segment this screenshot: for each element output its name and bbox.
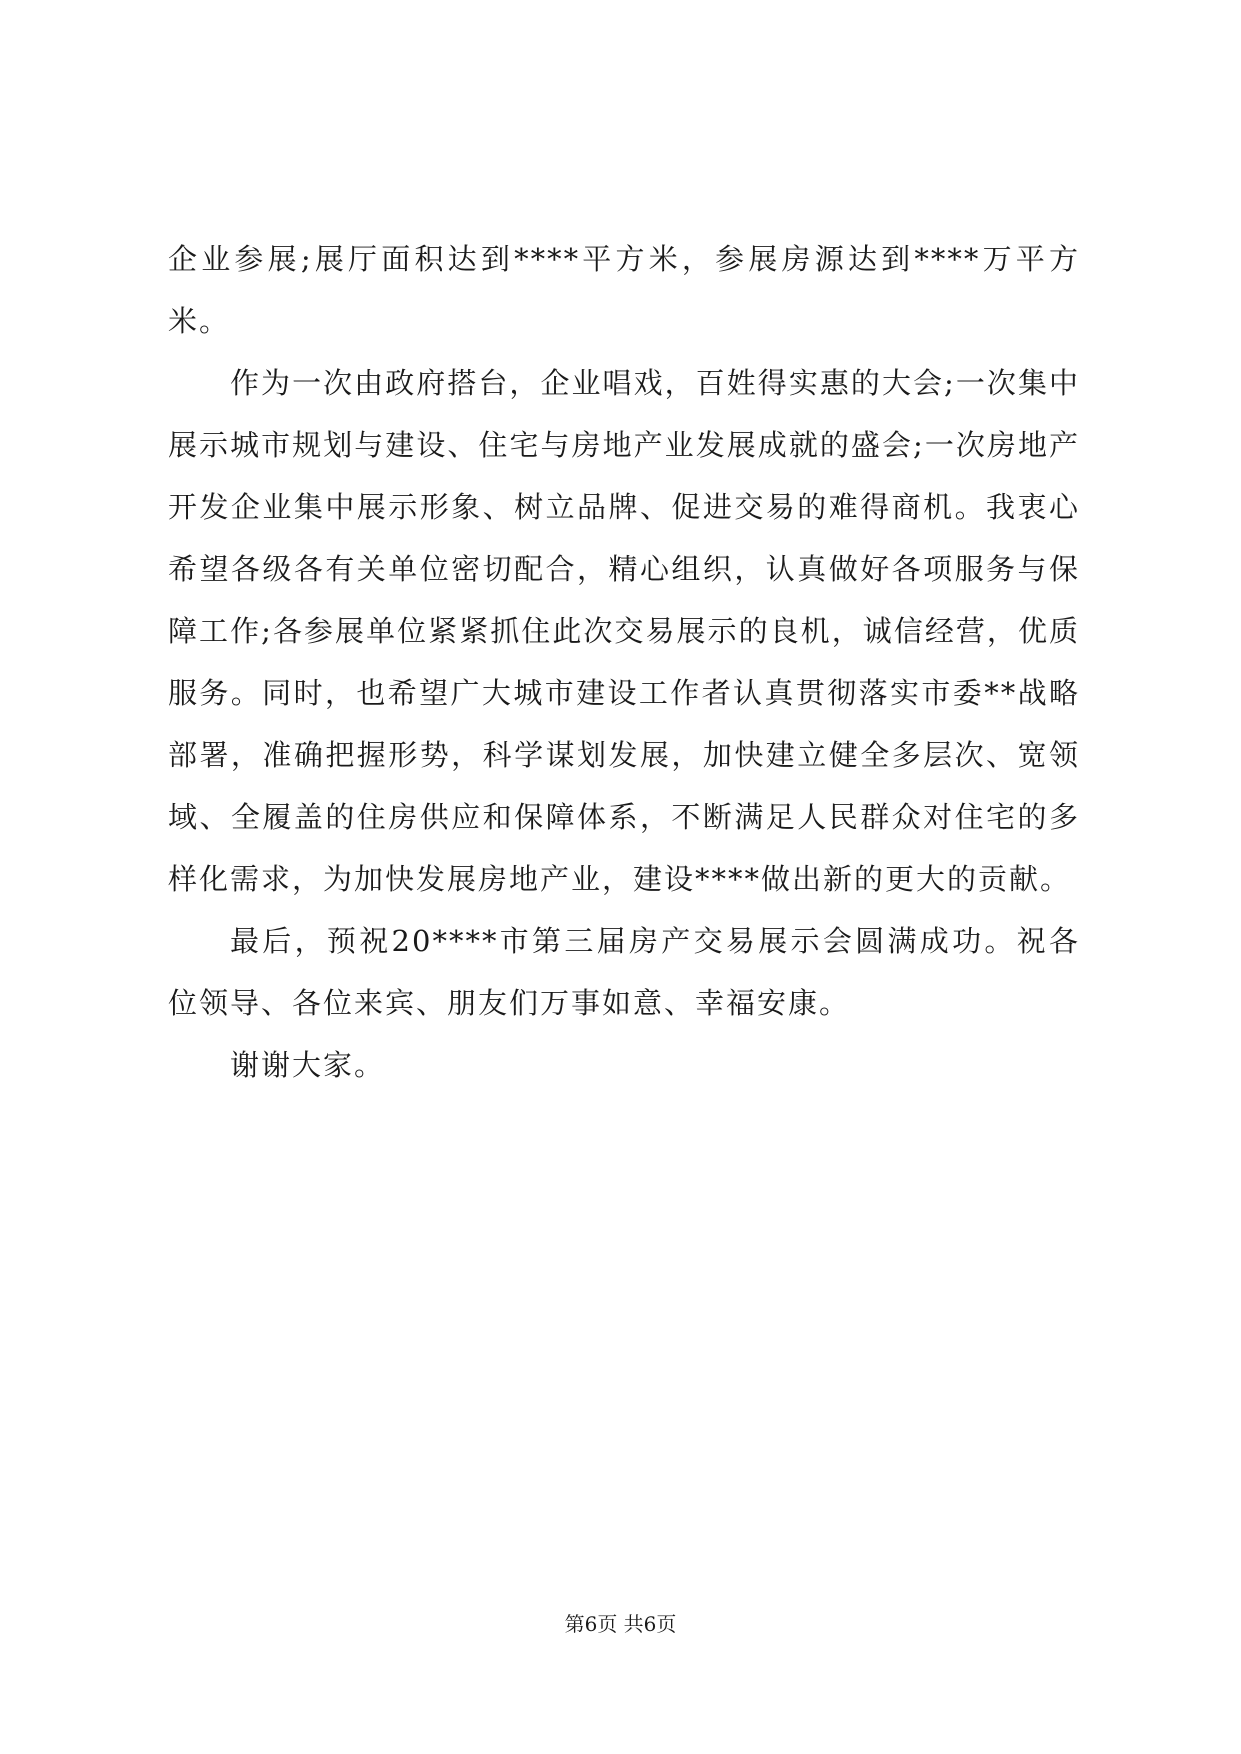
paragraph-closing-wishes: 最后，预祝20****市第三届房产交易展示会圆满成功。祝各位领导、各位来宾、朋友们万事如意、幸福安康。 xyxy=(168,924,1080,1020)
paragraph-continuation: 企业参展;展厅面积达到****平方米，参展房源达到****万平方米。 xyxy=(168,242,1080,338)
document-body xyxy=(168,228,1080,1096)
paragraph-exhibition-purpose: 作为一次由政府搭台，企业唱戏，百姓得实惠的大会;一次集中展示城市规划与建设、住宅与房地产业发展成就的盛会;一次房地产开发企业集中展示形象、树立品牌、促进交易的难得商机。我衷心希望各级各有关单位密切配合，精心组织，认真做好各项服务与保障工作;各参展单位紧紧抓住此次交易展示的良机，诚信经营，优质服务。同时，也希望广大城市建设工作者认真贯彻落实市委**战略部署，准确把握形势，科学谋划发展，加快建立健全多层次、宽领域、全履盖的住房供应和保障体系，不断满足人民群众对住宅的多样化需求，为加快发展房地产业，建设****做出新的更大的贡献。 xyxy=(168,366,1080,896)
page-number-footer: 第6页 共6页 xyxy=(564,1612,677,1636)
paragraph-thanks: 谢谢大家。 xyxy=(230,1048,386,1082)
